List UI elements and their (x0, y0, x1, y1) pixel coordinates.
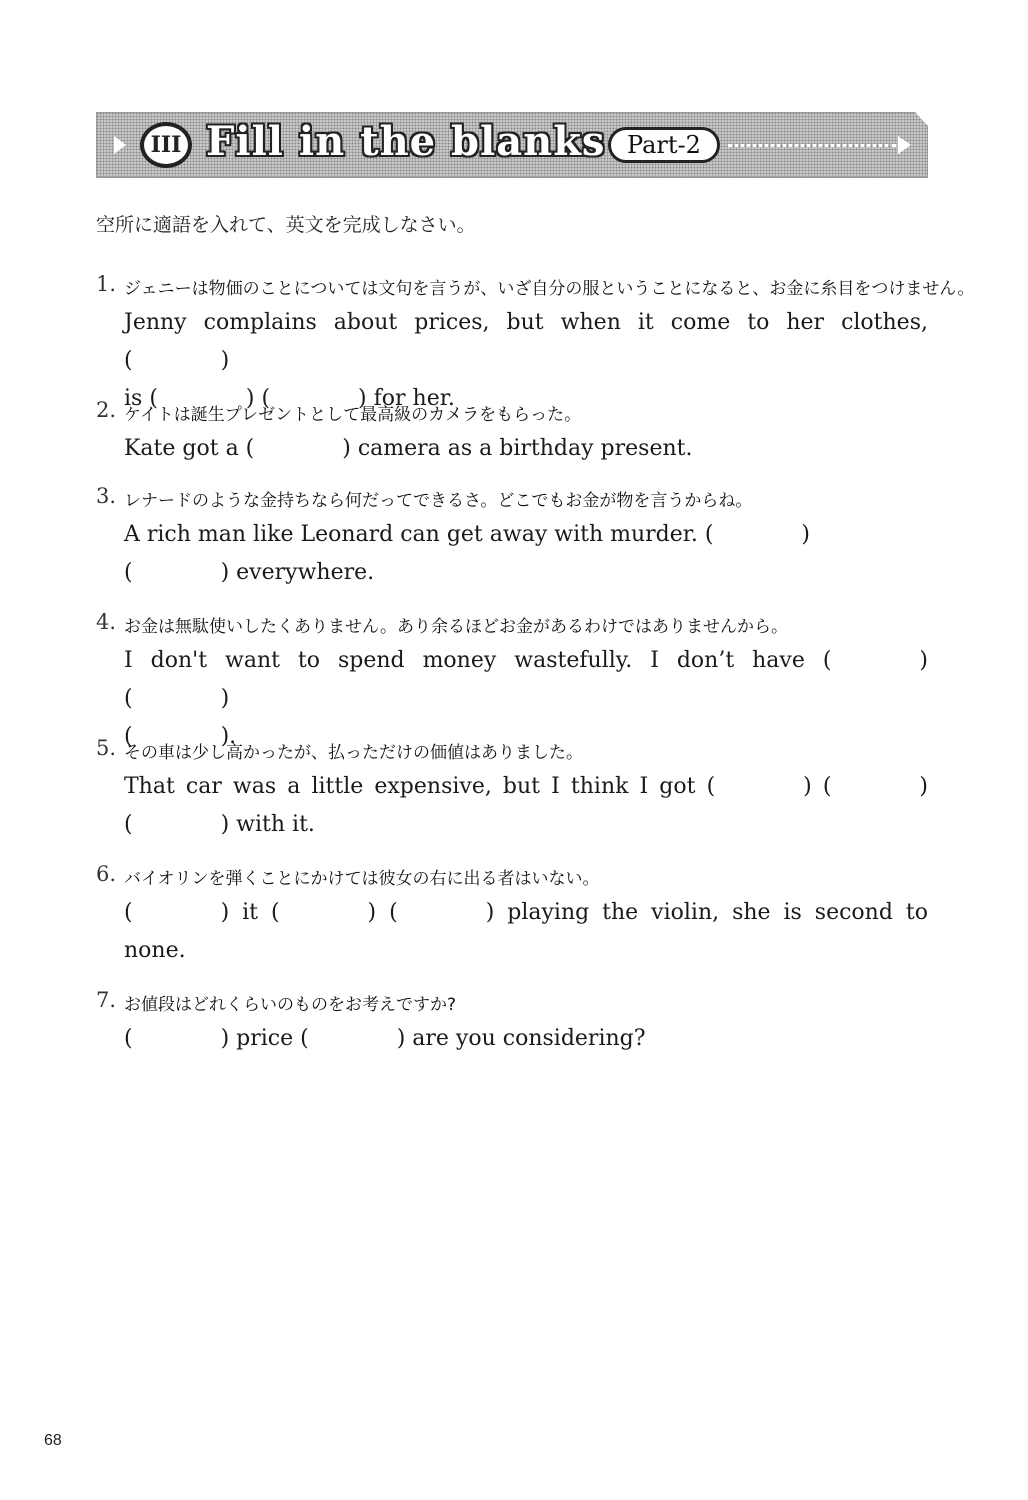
question-english (124, 768, 928, 844)
triangle-arrow-icon (114, 136, 126, 154)
question-number: 7. (96, 988, 117, 1012)
question-english (124, 894, 928, 970)
english-line: Jenny complains about prices, but when it come to her clothes, ( ) (124, 310, 928, 373)
page-number: 68 (44, 1432, 62, 1449)
section-number-badge: III (140, 122, 192, 168)
question-japanese: バイオリンを弾くことにかけては彼女の右に出る者はいない。 (124, 869, 600, 889)
question-japanese: レナードのような金持ちなら何だってできるさ。どこでもお金が物を言うからね。 (124, 491, 753, 511)
dotted-leader (728, 144, 896, 147)
english-line: A rich man like Leonard can get away with murder. ( ) (124, 522, 811, 547)
question-number: 3. (96, 484, 117, 508)
english-line: is ( ) ( ) for her. (124, 386, 455, 411)
english-line: none. (124, 938, 186, 963)
question-number: 5. (96, 736, 117, 760)
question-number: 2. (96, 398, 117, 422)
question-japanese: ジェニーは物価のことについては文句を言うが、いざ自分の服ということになると、お金に糸目をつけません。 (124, 279, 975, 299)
question-english (124, 1020, 928, 1058)
question-english (124, 430, 928, 468)
question-number: 6. (96, 862, 117, 886)
english-line: ( ) it ( ) ( ) playing the violin, she is second to (124, 900, 928, 925)
question-japanese: お金は無駄使いしたくありません。あり余るほどお金があるわけではありませんから。 (124, 617, 789, 637)
english-line: ( ) with it. (124, 812, 315, 837)
english-line: Kate got a ( ) camera as a birthday present. (124, 436, 693, 461)
english-line: ( ) price ( ) are you considering? (124, 1026, 646, 1051)
question-japanese: その車は少し高かったが、払っただけの価値はありました。 (124, 743, 583, 763)
question-japanese: お値段はどれくらいのものをお考えですか? (124, 995, 457, 1015)
question-english (124, 516, 928, 592)
question-number: 4. (96, 610, 117, 634)
question-number: 1. (96, 272, 117, 296)
english-line: ( ). (124, 724, 237, 749)
question-japanese: ケイトは誕生プレゼントとして最高級のカメラをもらった。 (124, 405, 582, 425)
english-line: That car was a little expensive, but I think I got ( ) ( ) (124, 774, 928, 799)
english-line: I don't want to spend money wastefully. I don’t have ( ) ( ) (124, 648, 928, 711)
triangle-arrow-icon (898, 136, 911, 154)
part-label: Part-2 (608, 127, 720, 163)
section-title: Fill in the blanks (206, 118, 606, 165)
english-line: ( ) everywhere. (124, 560, 375, 585)
instruction-text: 空所に適語を入れて、英文を完成しなさい。 (96, 214, 476, 236)
